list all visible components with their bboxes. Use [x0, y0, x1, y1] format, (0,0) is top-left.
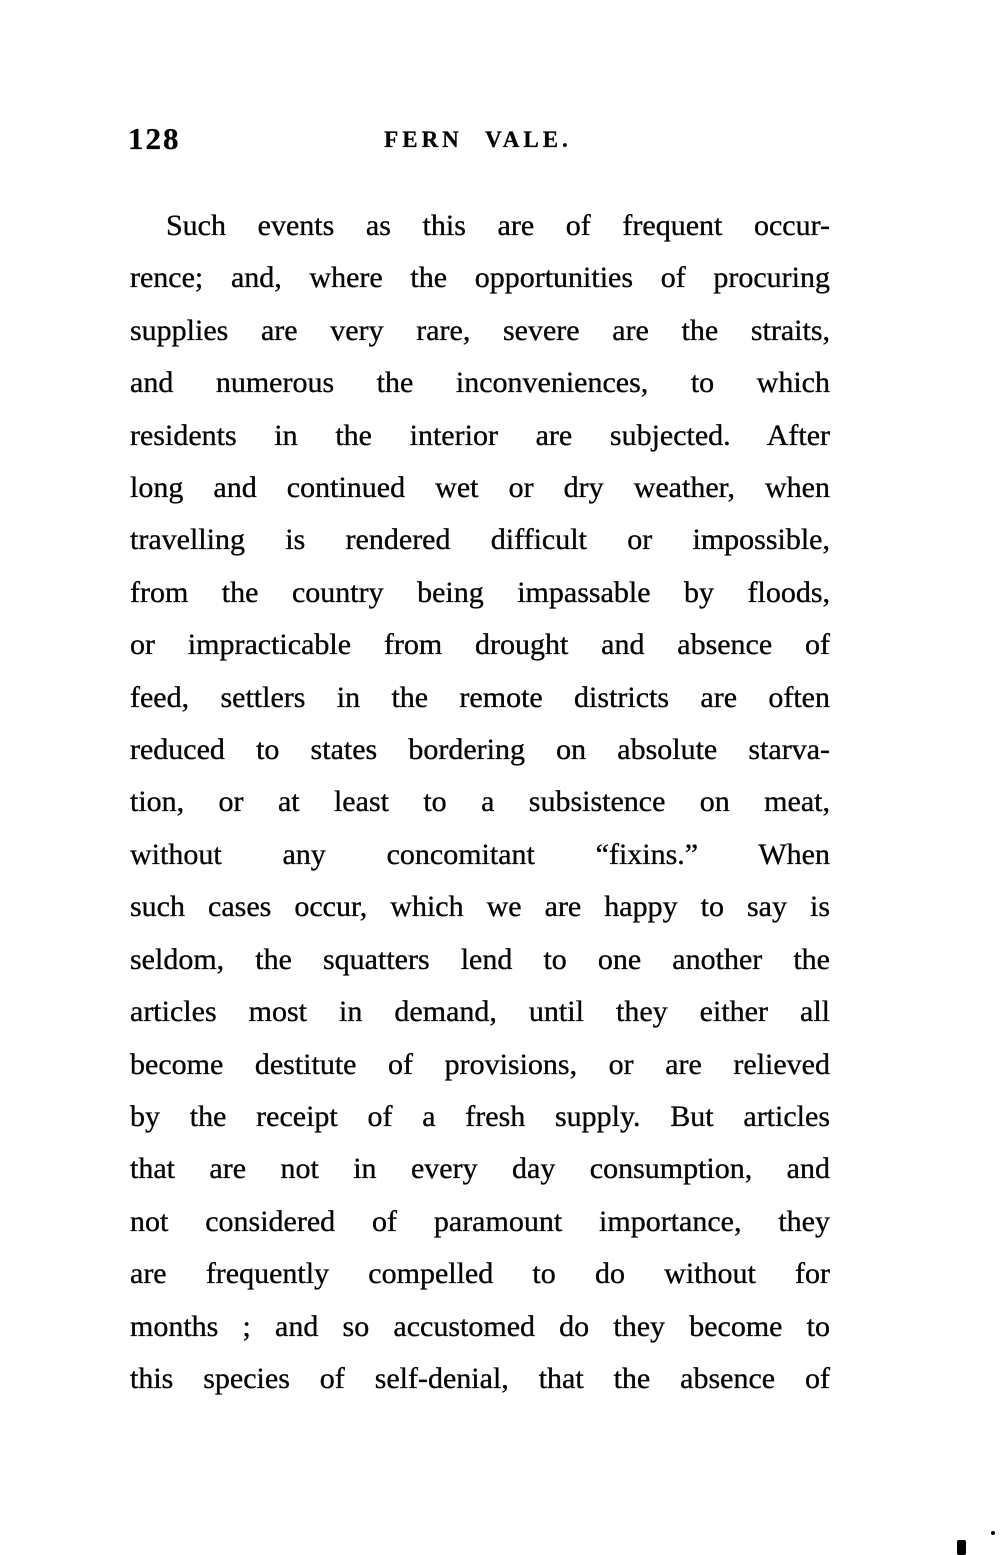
- text-line: months ; and so accustomed do they become to: [130, 1309, 830, 1343]
- text-line: tion, or at least to a subsistence on meat,: [130, 785, 830, 819]
- paragraph: [130, 200, 830, 1405]
- text-line: long and continued wet or dry weather, when: [130, 471, 830, 505]
- text-line: articles most in demand, until they either all: [130, 995, 830, 1029]
- text-line: by the receipt of a fresh supply. But articles: [130, 1099, 830, 1133]
- text-line: such cases occur, which we are happy to say is: [130, 890, 830, 924]
- text-line: are frequently compelled to do without for: [130, 1257, 830, 1291]
- text-line: supplies are very rare, severe are the straits,: [130, 313, 830, 347]
- running-head: [0, 121, 1000, 163]
- text-line: and numerous the inconveniences, to which: [130, 366, 830, 400]
- ink-speck: [991, 1531, 995, 1535]
- ink-speck: [957, 1540, 966, 1555]
- text-line: travelling is rendered difficult or impossible,: [130, 523, 830, 557]
- text-line: seldom, the squatters lend to one another the: [130, 942, 830, 976]
- text-line: or impracticable from drought and absence of: [130, 628, 830, 662]
- page-number: 128: [128, 121, 181, 156]
- text-line: Such events as this are of frequent occur-: [166, 209, 830, 242]
- text-line: this species of self-denial, that the absence of: [130, 1361, 830, 1395]
- text-line: not considered of paramount importance, they: [130, 1204, 830, 1238]
- text-line: rence; and, where the opportunities of procuring: [130, 261, 830, 295]
- text-line: become destitute of provisions, or are relieved: [130, 1047, 830, 1081]
- running-header-title: FERN VALE.: [384, 127, 572, 152]
- text-line: residents in the interior are subjected. After: [130, 418, 830, 452]
- text-line: reduced to states bordering on absolute starva-: [130, 733, 830, 767]
- text-line: that are not in every day consumption, and: [130, 1152, 830, 1186]
- text-line: without any concomitant “fixins.” When: [130, 837, 830, 871]
- text-line: feed, settlers in the remote districts are often: [130, 680, 830, 714]
- text-line: from the country being impassable by floods,: [130, 575, 830, 609]
